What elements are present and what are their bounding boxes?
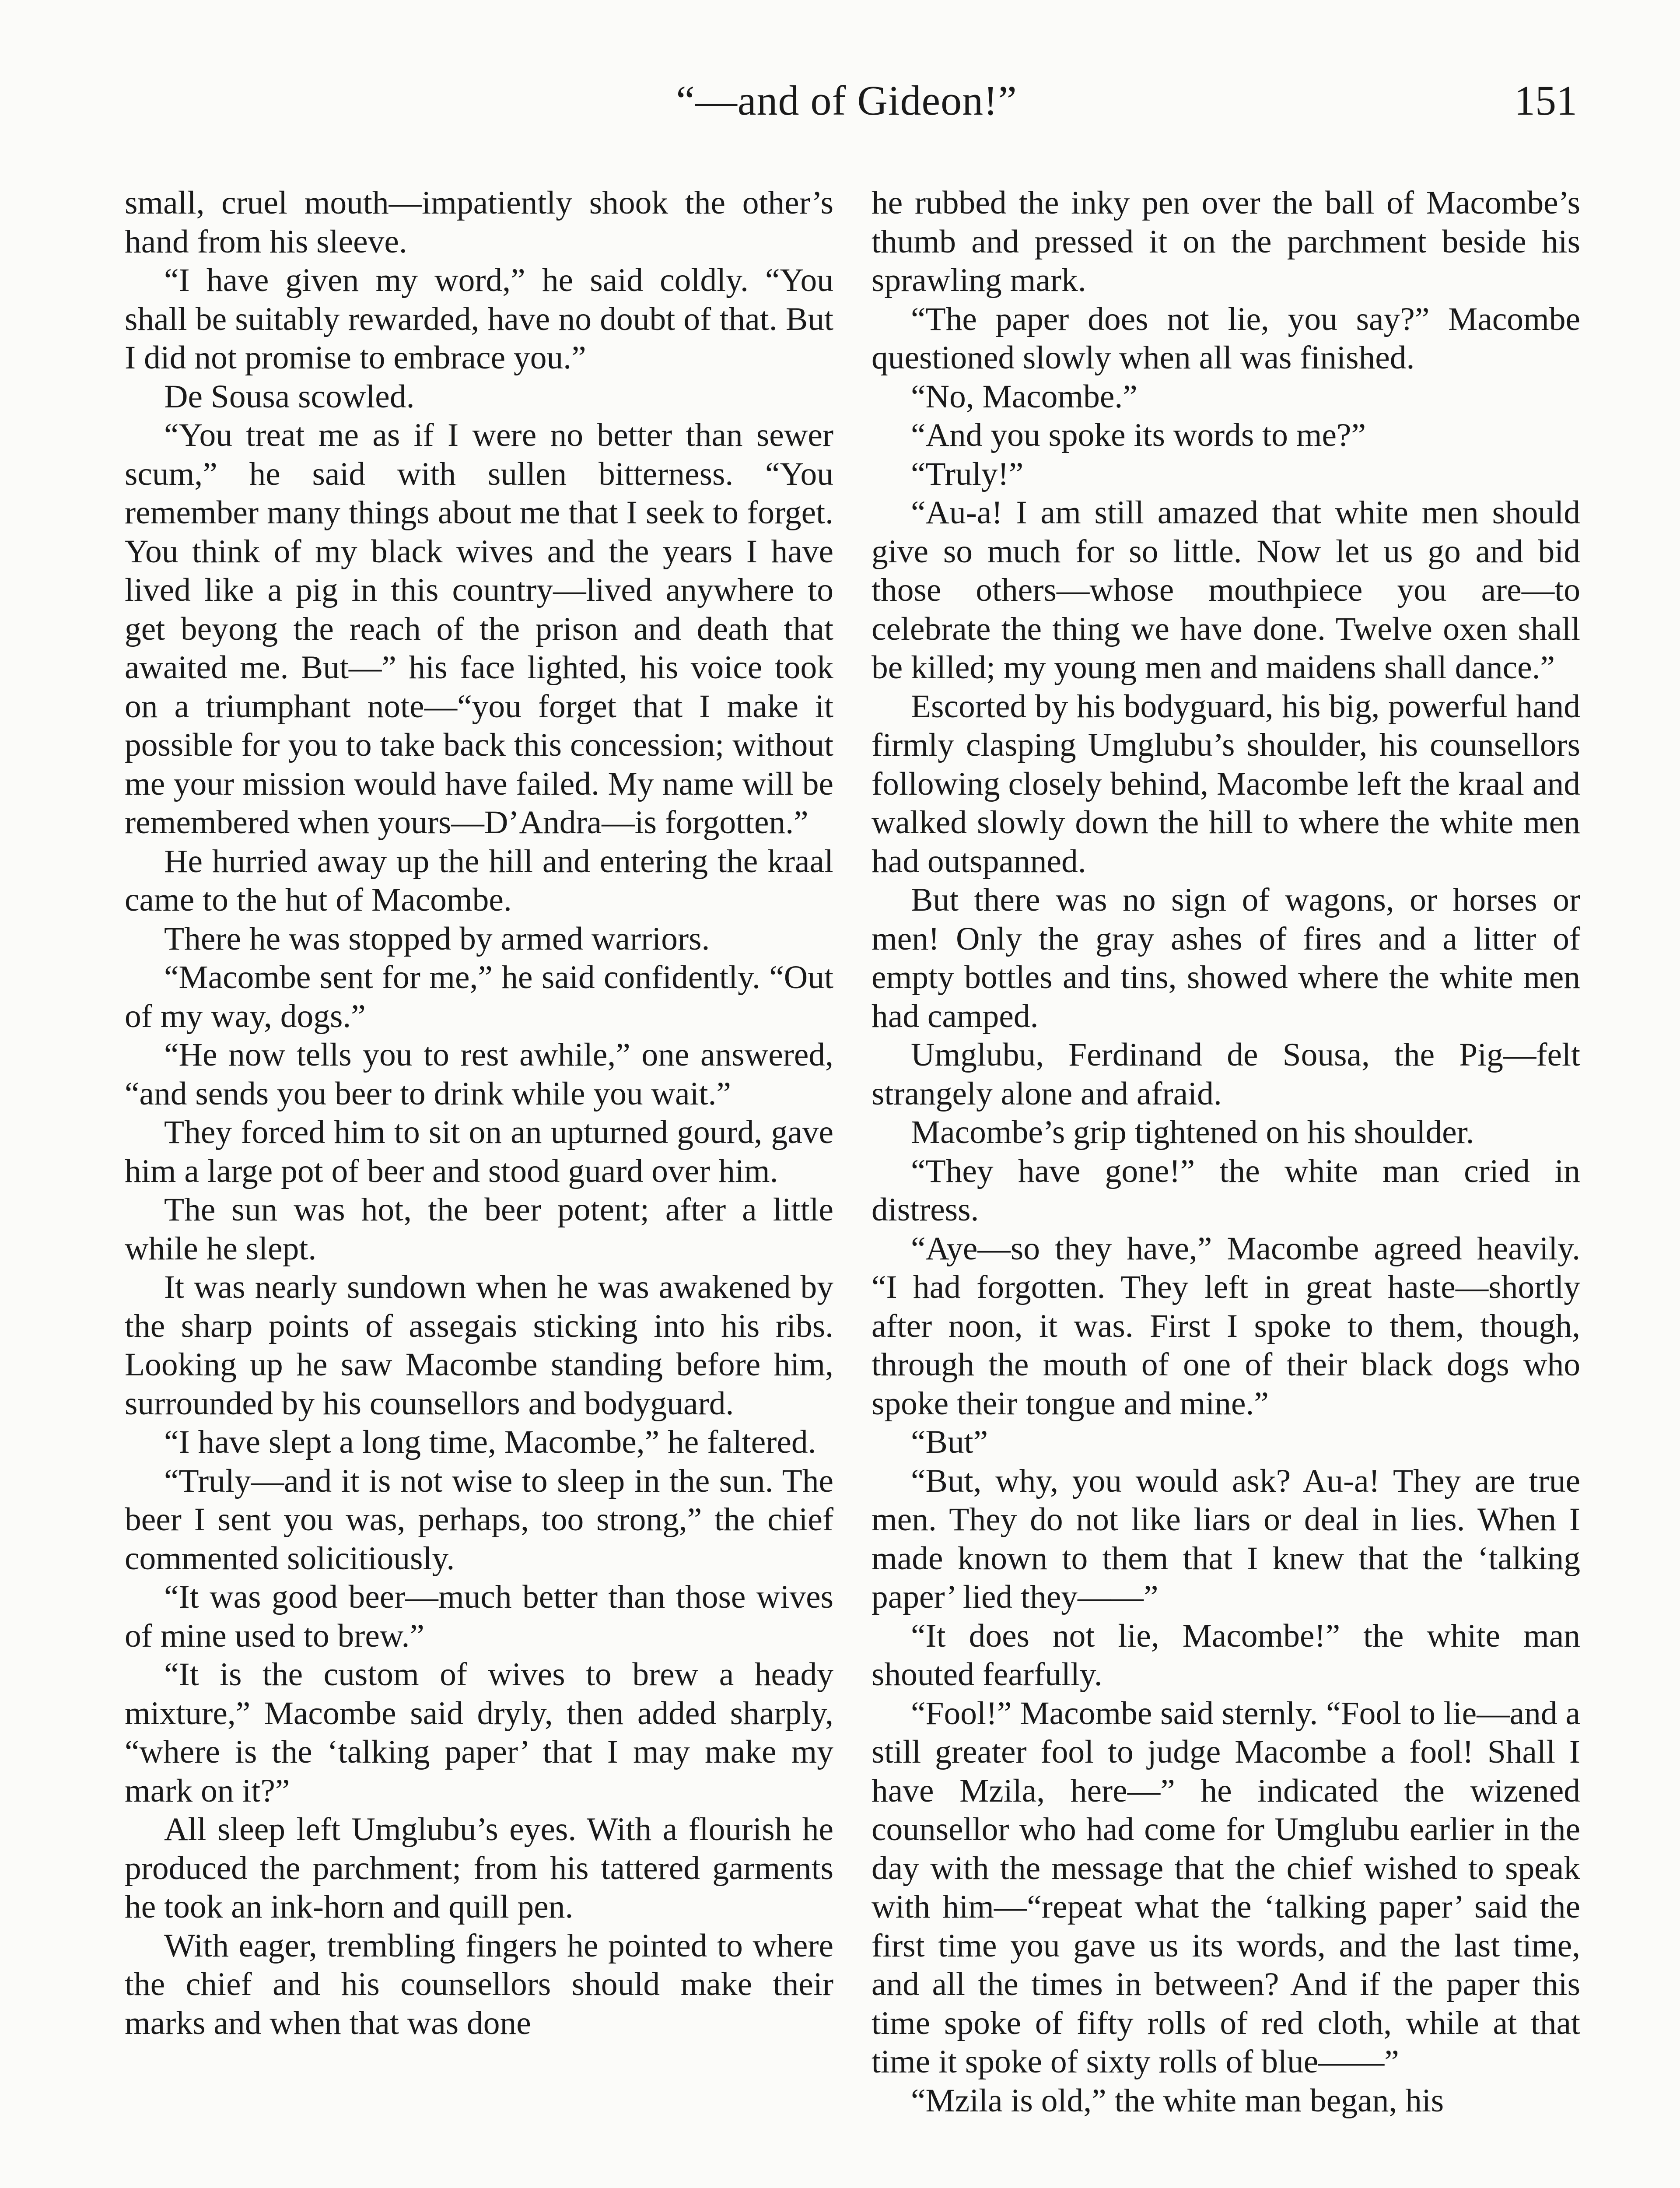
paragraph: But there was no sign of wagons, or horses or men! Only the gray ashes of fires and a litter of empty bottles and tins, showed where the white men had camped. xyxy=(872,882,1580,1034)
paragraph: “Truly!” xyxy=(911,456,1024,492)
paragraph: With eager, trembling fingers he pointed to where the chief and his counsellors should make their marks and when that was done xyxy=(125,1927,833,2041)
paragraph: “Mzila is old,” the white man began, his xyxy=(911,2082,1444,2119)
paragraph: Umglubu, Ferdinand de Sousa, the Pig—felt strangely alone and afraid. xyxy=(872,1037,1580,1112)
paragraph: “And you spoke its words to me?” xyxy=(911,417,1366,453)
paragraph: “But, why, you would ask? Au-a! They are true men. They do not like liars or deal in lies. When I made known to them that I knew that the ‘talking paper’ lied they——” xyxy=(872,1462,1580,1615)
paragraph: All sleep left Umglubu’s eyes. With a flourish he produced the parchment; from his tattered garments he took an ink-horn and quill pen. xyxy=(125,1811,833,1925)
paragraph: Macombe’s grip tightened on his shoulder. xyxy=(911,1114,1474,1150)
paragraph: He hurried away up the hill and entering the kraal came to the hut of Macombe. xyxy=(125,843,833,918)
paragraph: “I have given my word,” he said coldly. “You shall be suitably rewarded, have no doubt of that. But I did not promise to embrace you.” xyxy=(125,262,833,376)
paragraph: “But” xyxy=(911,1424,988,1460)
paragraph: “Macombe sent for me,” he said confidently. “Out of my way, dogs.” xyxy=(125,959,833,1034)
paragraph: There he was stopped by armed warriors. xyxy=(164,920,710,957)
paragraph: Escorted by his bodyguard, his big, powerful hand firmly clasping Umglubu’s shoulder, his counsellors following closely behind, Macombe left the kraal and walked slowly down the hill to where the white men had outspanned. xyxy=(872,688,1580,880)
paragraph: The sun was hot, the beer potent; after a little while he slept. xyxy=(125,1192,833,1267)
paragraph: “It is the custom of wives to brew a heady mixture,” Macombe said dryly, then added sharply, “where is the ‘talking paper’ that I may make my mark on it?” xyxy=(125,1656,833,1809)
paragraph: “Aye—so they have,” Macombe agreed heavily. “I had forgotten. They left in great haste—shortly after noon, it was. First I spoke to them, though, through the mouth of one of their black dogs who spoke their tongue and mine.” xyxy=(872,1230,1580,1422)
paragraph: “No, Macombe.” xyxy=(911,378,1138,415)
paragraph: “He now tells you to rest awhile,” one answered, “and sends you beer to drink while you wait.” xyxy=(125,1037,833,1112)
paragraph: “Truly—and it is not wise to sleep in the sun. The beer I sent you was, perhaps, too strong,” the chief commented solicitiously. xyxy=(125,1462,833,1577)
page-number: 151 xyxy=(1514,77,1577,124)
paragraph: “It does not lie, Macombe!” the white man shouted fearfully. xyxy=(872,1617,1580,1693)
paragraph: “They have gone!” the white man cried in distress. xyxy=(872,1153,1580,1228)
paragraph: “The paper does not lie, you say?” Macombe questioned slowly when all was finished. xyxy=(872,301,1580,376)
right-column xyxy=(872,184,1580,2120)
paragraph: De Sousa scowled. xyxy=(164,378,415,415)
page-header xyxy=(125,74,1577,140)
paragraph: “Au-a! I am still amazed that white men should give so much for so little. Now let us go and bid those others—whose mouthpiece you are—to celebrate the thing we have done. Twelve oxen shall be killed; my young men and maidens shall dance.” xyxy=(872,494,1580,686)
paragraph: “It was good beer—much better than those wives of mine used to brew.” xyxy=(125,1579,833,1654)
paragraph: he rubbed the inky pen over the ball of Macombe’s thumb and pressed it on the parchment beside his sprawling mark. xyxy=(872,185,1580,298)
paragraph: small, cruel mouth—impatiently shook the other’s hand from his sleeve. xyxy=(125,185,833,260)
running-title: “—and of Gideon!” xyxy=(676,77,1017,124)
left-column xyxy=(125,184,833,2043)
paragraph: “Fool!” Macombe said sternly. “Fool to lie—and a still greater fool to judge Macombe a fool! Shall I have Mzila, here—” he indicated the wizened counsellor who had come for Umglubu earlier in the day with the message that the chief wished to speak with him—“repeat what the ‘talking paper’ said the first time you gave us its words, and the last time, and all the times in between? And if the paper this time spoke of fifty rolls of red cloth, while at that time it spoke of sixty rolls of blue——” xyxy=(872,1695,1580,2080)
paragraph: It was nearly sundown when he was awakened by the sharp points of assegais sticking into his ribs. Looking up he saw Macombe standing before him, surrounded by his counsellors and bodyguard. xyxy=(125,1269,833,1422)
paragraph: “I have slept a long time, Macombe,” he faltered. xyxy=(164,1424,816,1460)
paragraph: “You treat me as if I were no better than sewer scum,” he said with sullen bitterness. “You remember many things about me that I seek to forget. You think of my black wives and the years I have lived like a pig in this country—lived anywhere to get beyong the reach of the prison and death that awaited me. But—” his face lighted, his voice took on a triumphant note—“you forget that I make it possible for you to take back this concession; without me your mission would have failed. My name will be remembered when yours—D’Andra—is forgotten.” xyxy=(125,417,833,841)
paragraph: They forced him to sit on an upturned gourd, gave him a large pot of beer and stood guard over him. xyxy=(125,1114,833,1189)
